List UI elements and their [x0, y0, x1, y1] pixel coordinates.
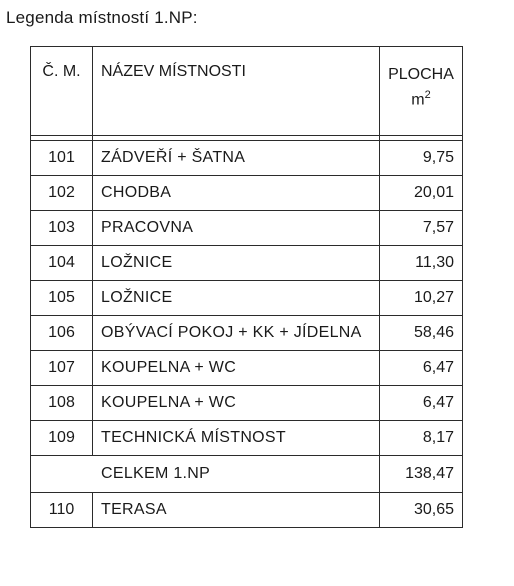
room-number: 109	[31, 421, 93, 456]
room-number: 101	[31, 141, 93, 176]
room-area: 6,47	[380, 386, 463, 421]
room-area: 6,47	[380, 351, 463, 386]
room-number: 105	[31, 281, 93, 316]
table-row	[31, 351, 463, 386]
header-area-label: PLOCHA	[388, 66, 454, 83]
total-label: CELKEM 1.NP	[31, 456, 380, 493]
room-name: LOŽNICE	[93, 246, 380, 281]
header-area-unit: m	[411, 91, 425, 109]
room-area: 10,27	[380, 281, 463, 316]
room-name: TERASA	[93, 493, 380, 528]
table-row	[31, 211, 463, 246]
room-number: 110	[31, 493, 93, 528]
header-area	[380, 47, 463, 136]
room-area: 11,30	[380, 246, 463, 281]
room-number: 103	[31, 211, 93, 246]
terrace-row	[31, 493, 463, 528]
total-row	[31, 456, 463, 493]
room-name: ZÁDVEŘÍ + ŠATNA	[93, 141, 380, 176]
room-area: 58,46	[380, 316, 463, 351]
room-number: 107	[31, 351, 93, 386]
room-name: KOUPELNA + WC	[93, 351, 380, 386]
table-row	[31, 281, 463, 316]
table-row	[31, 421, 463, 456]
room-number: 102	[31, 176, 93, 211]
room-area: 9,75	[380, 141, 463, 176]
table-row	[31, 386, 463, 421]
table-row	[31, 176, 463, 211]
room-number: 108	[31, 386, 93, 421]
room-name: OBÝVACÍ POKOJ + KK + JÍDELNA	[93, 316, 380, 351]
header-room-number: Č. M.	[31, 47, 93, 136]
room-name: PRACOVNA	[93, 211, 380, 246]
room-name: CHODBA	[93, 176, 380, 211]
room-legend-table	[30, 46, 463, 528]
room-area: 20,01	[380, 176, 463, 211]
room-name: TECHNICKÁ MÍSTNOST	[93, 421, 380, 456]
room-area: 7,57	[380, 211, 463, 246]
table-row	[31, 141, 463, 176]
room-table-body	[31, 136, 463, 456]
total-area: 138,47	[380, 456, 463, 493]
header-room-name: NÁZEV MÍSTNOSTI	[93, 47, 380, 136]
room-area: 30,65	[380, 493, 463, 528]
room-number: 106	[31, 316, 93, 351]
table-header-row	[31, 47, 463, 136]
header-area-unit-exponent: 2	[424, 89, 431, 101]
table-row	[31, 316, 463, 351]
table-row	[31, 246, 463, 281]
room-number: 104	[31, 246, 93, 281]
room-area: 8,17	[380, 421, 463, 456]
room-name: KOUPELNA + WC	[93, 386, 380, 421]
room-name: LOŽNICE	[93, 281, 380, 316]
legend-title: Legenda místností 1.NP:	[6, 8, 198, 27]
